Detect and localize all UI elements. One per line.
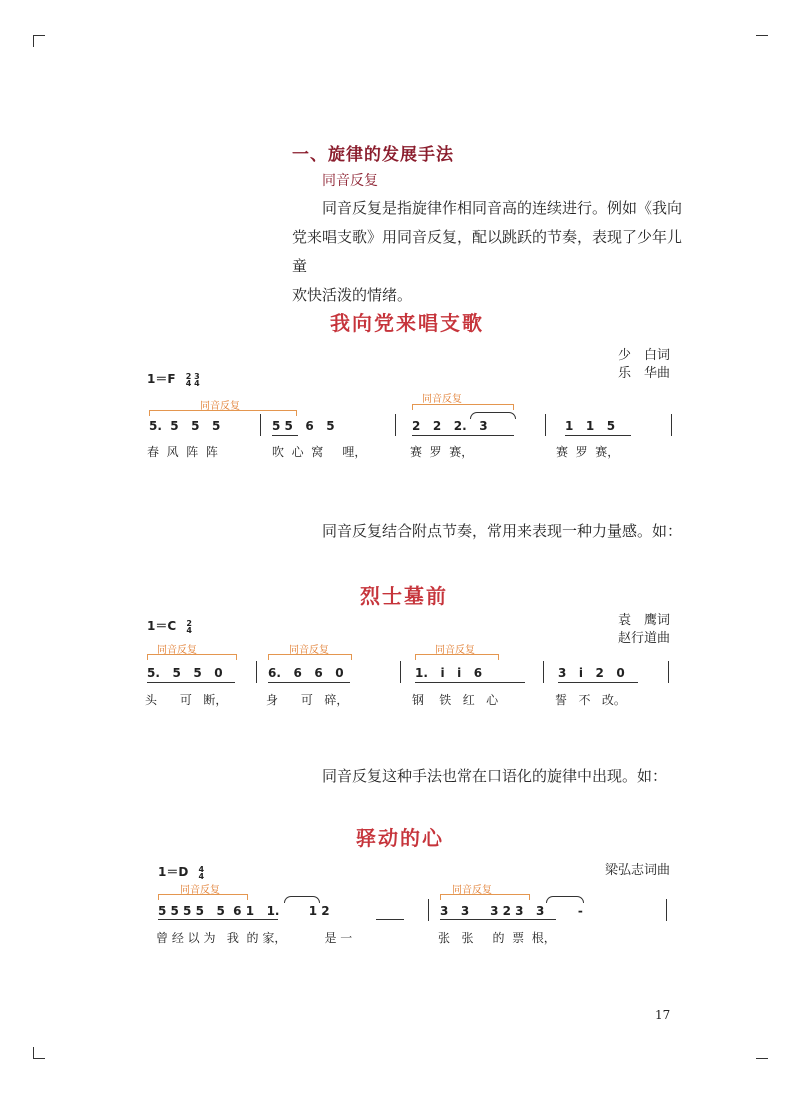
song1-composer: 乐 华曲 <box>617 366 670 381</box>
song3-time-top: 4 <box>198 864 205 874</box>
song2-repeat-label-1: 同音反复 <box>157 645 197 656</box>
song3-repeat-label-2: 同音反复 <box>452 885 492 896</box>
song2-time-bottom: 4 <box>186 625 192 635</box>
song2-barline <box>543 661 544 683</box>
song1-time-bottom: 4 4 <box>185 378 200 388</box>
song3-time-signature <box>199 866 205 880</box>
song1-measure-3: 2 2 2. 3 <box>412 419 488 433</box>
crop-mark-bl-v <box>33 1047 34 1059</box>
song2-underline <box>268 682 350 683</box>
song3-tie <box>284 896 320 903</box>
crop-mark-br <box>756 1058 768 1059</box>
song3-tie <box>546 896 584 903</box>
section-title: 一、旋律的发展手法 <box>292 145 454 165</box>
song1-tie <box>470 412 516 419</box>
song1-measure-2: 5 5 6 5 <box>272 419 335 433</box>
song2-underline <box>147 682 235 683</box>
song2-key-text: 1＝C <box>147 619 177 633</box>
song3-credit: 梁弘志词曲 <box>604 863 670 878</box>
song3-underline <box>376 919 404 920</box>
song3-barline <box>428 899 429 921</box>
intro-paragraph <box>292 194 692 310</box>
song1-underline <box>565 435 631 436</box>
song1-barline <box>260 414 261 436</box>
song1-barline <box>545 414 546 436</box>
song1-measure-1: 5. 5 5 5 <box>149 419 221 433</box>
crop-mark-tr <box>756 35 768 36</box>
song2-lyrics-2: 身 可 碎， <box>266 693 349 707</box>
crop-mark-tl-v <box>33 35 34 47</box>
song2-composer: 赵行道曲 <box>617 631 670 646</box>
song2-repeat-label-2: 同音反复 <box>289 645 329 656</box>
song1-repeat-label-1: 同音反复 <box>200 401 240 412</box>
song1-lyrics-1: 春 风 阵 阵 <box>147 445 218 459</box>
song2-time-top: 2 <box>186 618 192 628</box>
song1-key-text: 1＝F <box>147 372 176 386</box>
song2-key <box>147 617 192 634</box>
song1-time-top: 2 3 <box>185 371 200 381</box>
song3-measure-1: 5 5 5 5 5 6 1 1. 1 2 <box>158 904 330 918</box>
song1-title: 我向党来唱支歌 <box>330 311 484 335</box>
song2-measure-1: 5. 5 5 0 <box>147 666 223 680</box>
song2-credits <box>560 612 670 648</box>
paragraph-3: 同音反复这种手法也常在口语化的旋律中出现。如： <box>322 767 668 785</box>
intro-line-2: 党来唱支歌》用同音反复，配以跳跃的节奏，表现了少年儿童 <box>292 228 683 275</box>
song2-title: 烈士墓前 <box>360 584 448 608</box>
song2-measure-4: 3 i 2 0 <box>558 666 625 680</box>
page-number: 17 <box>655 1008 671 1022</box>
song1-barline <box>671 414 672 436</box>
song3-lyrics-2: 张 张 的 票 根， <box>438 931 556 945</box>
song2-barline <box>256 661 257 683</box>
song1-underline <box>272 435 298 436</box>
song1-underline <box>412 435 514 436</box>
song3-underline <box>440 919 556 920</box>
song3-title: 驿动的心 <box>356 826 444 850</box>
song2-underline <box>415 682 525 683</box>
song2-barline <box>400 661 401 683</box>
song1-lyrics-3: 赛 罗 赛， <box>410 445 474 459</box>
intro-line-1: 同音反复是指旋律作相同音高的连续进行。例如《我向 <box>322 199 683 217</box>
song2-measure-2: 6. 6 6 0 <box>268 666 344 680</box>
song3-measure-2: 3 3 3 2 3 3 - <box>440 904 583 918</box>
song2-lyrics-3: 钢 铁 红 心 <box>412 693 499 707</box>
song1-lyricist: 少 白词 <box>617 348 670 363</box>
song1-credits <box>560 347 670 383</box>
song1-measure-4: 1 1 5 <box>565 419 616 433</box>
song2-repeat-label-3: 同音反复 <box>435 645 475 656</box>
song2-lyrics-4: 誓 不 改。 <box>555 693 626 707</box>
song2-measure-3: 1. i i 6 <box>415 666 483 680</box>
crop-mark-bl-h <box>33 1058 45 1059</box>
song3-time-bottom: 4 <box>198 871 205 881</box>
song2-underline <box>558 682 638 683</box>
sub-title: 同音反复 <box>322 173 378 189</box>
song2-barline <box>668 661 669 683</box>
song1-time-signature <box>186 373 200 387</box>
crop-mark-tl-h <box>33 35 45 36</box>
song1-lyrics-2: 吹 心 窝 哩， <box>272 445 367 459</box>
song2-time-signature <box>186 620 192 634</box>
song3-key-text: 1＝D <box>158 865 189 879</box>
song3-lyrics-1: 曾 经 以 为 我 的 家， 是 一 <box>156 931 353 945</box>
song3-repeat-label-1: 同音反复 <box>180 885 220 896</box>
song2-lyricist: 袁 鹰词 <box>617 613 670 628</box>
song3-barline <box>666 899 667 921</box>
song1-lyrics-4: 赛 罗 赛， <box>556 445 620 459</box>
song3-key <box>158 863 204 880</box>
intro-line-3: 欢快活泼的情绪。 <box>292 286 413 304</box>
song1-barline <box>395 414 396 436</box>
song1-repeat-label-2: 同音反复 <box>422 394 462 405</box>
song3-underline <box>158 919 278 920</box>
paragraph-2: 同音反复结合附点节奏，常用来表现一种力量感。如： <box>322 522 683 540</box>
song1-key <box>147 370 200 387</box>
song2-lyrics-1: 头 可 断， <box>145 693 228 707</box>
